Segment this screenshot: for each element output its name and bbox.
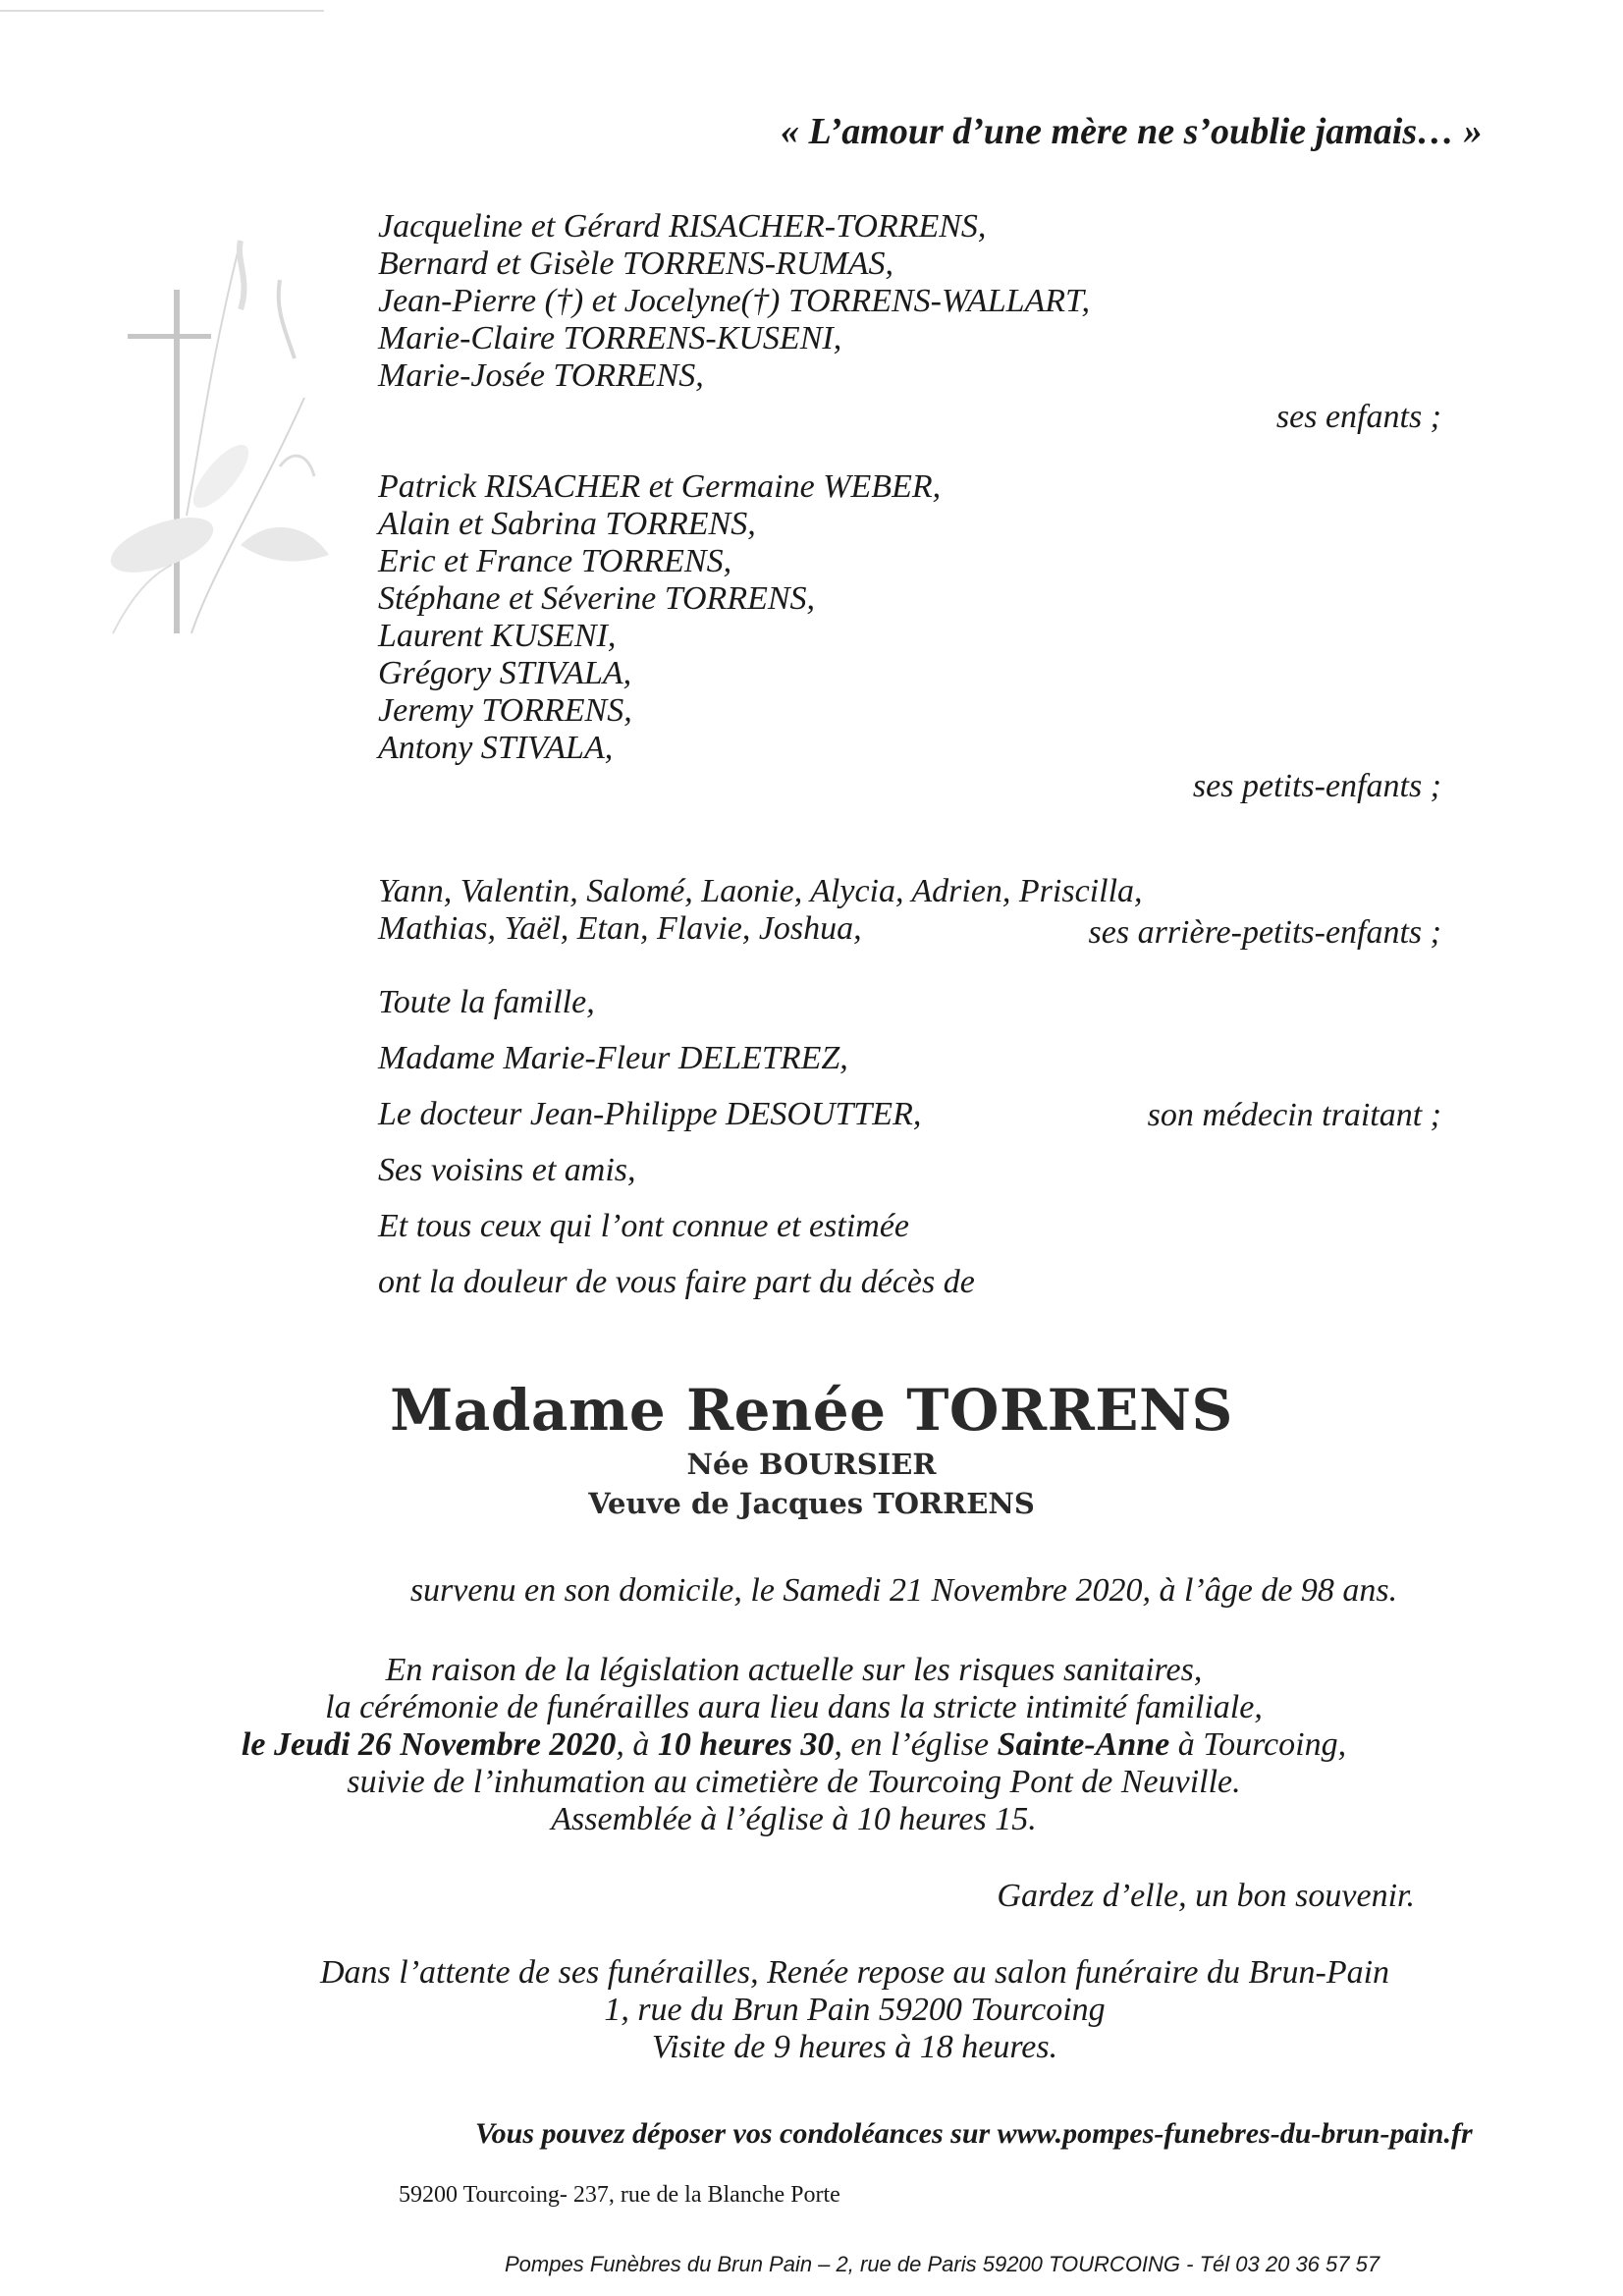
rest-block bbox=[43, 1954, 1623, 2066]
list-item: Marie-Josée TORRENS, bbox=[378, 357, 704, 394]
children-label: ses enfants ; bbox=[1275, 399, 1441, 435]
condolences-line: Vous pouvez déposer vos condoléances sur www.pompes-funebres-du-brun-pain.fr bbox=[475, 2117, 1473, 2150]
list-item: Alain et Sabrina TORRENS, bbox=[378, 506, 756, 542]
rest-line-2: 1, rue du Brun Pain 59200 Tourcoing bbox=[604, 1992, 1106, 2028]
great-grandchildren-label: ses arrière-petits-enfants ; bbox=[1088, 914, 1441, 951]
list-item: Patrick RISACHER et Germaine WEBER, bbox=[378, 468, 942, 505]
announce-line: ont la douleur de vous faire part du décès de bbox=[378, 1264, 975, 1300]
ceremony-end: à Tourcoing, bbox=[1169, 1726, 1347, 1763]
memory-line: Gardez d’elle, un bon souvenir. bbox=[997, 1878, 1415, 1914]
ceremony-time: 10 heures 30 bbox=[657, 1726, 835, 1763]
ceremony-sep-1: , à bbox=[616, 1726, 658, 1763]
list-item: Jeremy TORRENS, bbox=[378, 692, 632, 729]
list-item: Marie-Claire TORRENS-KUSENI, bbox=[378, 320, 842, 356]
children-list bbox=[378, 208, 1090, 395]
list-item: Grégory STIVALA, bbox=[378, 655, 632, 691]
cross-horizontal bbox=[128, 334, 211, 339]
cross-lily-illustration bbox=[93, 221, 339, 653]
madame-line: Madame Marie-Fleur DELETREZ, bbox=[378, 1040, 848, 1076]
ceremony-line-2: la cérémonie de funérailles aura lieu dans la stricte intimité familiale, bbox=[325, 1689, 1263, 1725]
ceremony-date: le Jeudi 26 Novembre 2020 bbox=[241, 1726, 617, 1763]
ceremony-church: Sainte-Anne bbox=[997, 1726, 1170, 1763]
top-rule bbox=[0, 10, 324, 12]
list-item: Bernard et Gisèle TORRENS-RUMAS, bbox=[378, 246, 894, 282]
footer-line: Pompes Funèbres du Brun Pain – 2, rue de Paris 59200 TOURCOING - Tél 03 20 36 57 57 bbox=[505, 2252, 1380, 2276]
list-item: Stéphane et Séverine TORRENS, bbox=[378, 580, 816, 617]
ceremony-sep-2: , en l’église bbox=[834, 1726, 998, 1763]
rest-line-3: Visite de 9 heures à 18 heures. bbox=[651, 2029, 1058, 2065]
great-grandchildren-line-1: Yann, Valentin, Salomé, Laonie, Alycia, Adrien, Priscilla, bbox=[378, 873, 1143, 909]
epigraph-quote: « L’amour d’une mère ne s’oublie jamais… » bbox=[781, 111, 1483, 152]
list-item: Jacqueline et Gérard RISACHER-TORRENS, bbox=[378, 208, 987, 245]
cross-vertical bbox=[174, 290, 180, 633]
deceased-widow-of: Veuve de Jacques TORRENS bbox=[588, 1487, 1035, 1520]
ceremony-line-4: suivie de l’inhumation au cimetière de Tourcoing Pont de Neuville. bbox=[347, 1764, 1241, 1800]
grandchildren-label: ses petits-enfants ; bbox=[1192, 768, 1441, 804]
all-line: Et tous ceux qui l’ont connue et estimée bbox=[378, 1208, 909, 1244]
list-item: Eric et France TORRENS, bbox=[378, 543, 732, 579]
death-line: survenu en son domicile, le Samedi 21 Novembre 2020, à l’âge de 98 ans. bbox=[409, 1572, 1398, 1609]
ceremony-line-5: Assemblée à l’église à 10 heures 15. bbox=[551, 1801, 1037, 1837]
doctor-line: Le docteur Jean-Philippe DESOUTTER, bbox=[378, 1096, 922, 1132]
ceremony-line-1: En raison de la législation actuelle sur les risques sanitaires, bbox=[385, 1652, 1203, 1688]
deceased-name: Madame Renée TORRENS bbox=[390, 1377, 1233, 1444]
family-line: Toute la famille, bbox=[378, 984, 595, 1020]
great-grandchildren-line-2: Mathias, Yaël, Etan, Flavie, Joshua, bbox=[378, 910, 862, 947]
list-item: Antony STIVALA, bbox=[378, 730, 614, 766]
ceremony-block bbox=[0, 1652, 1605, 1838]
address-line: 59200 Tourcoing- 237, rue de la Blanche Porte bbox=[399, 2182, 840, 2208]
ceremony-line-3 bbox=[0, 1726, 1605, 1764]
rest-line-1: Dans l’attente de ses funérailles, Renée repose au salon funéraire du Brun-Pain bbox=[319, 1954, 1390, 1991]
doctor-label: son médecin traitant ; bbox=[1147, 1097, 1441, 1133]
grandchildren-list bbox=[378, 468, 941, 767]
list-item: Jean-Pierre (†) et Jocelyne(†) TORRENS-WALLART, bbox=[378, 283, 1090, 319]
neighbors-line: Ses voisins et amis, bbox=[378, 1152, 636, 1188]
list-item: Laurent KUSENI, bbox=[378, 618, 617, 654]
deceased-maiden-name: Née BOURSIER bbox=[686, 1448, 937, 1481]
